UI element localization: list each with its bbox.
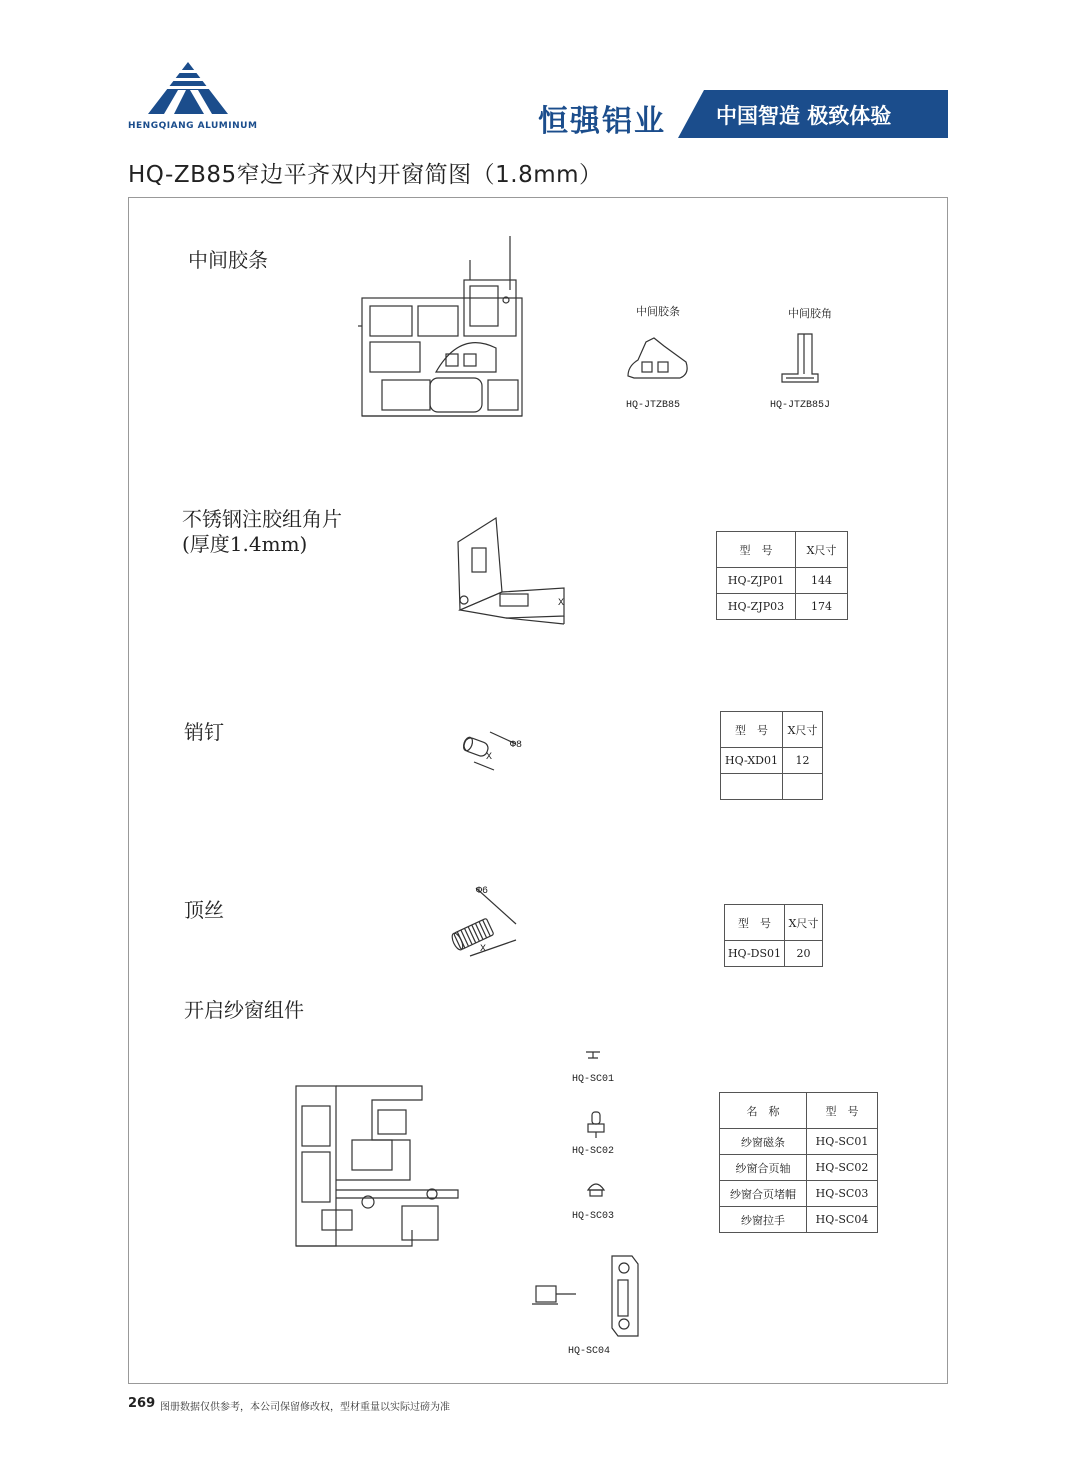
pin-dim-label: X [486, 752, 493, 763]
table-header: 型 号 [725, 905, 785, 941]
screw-spec-table [724, 904, 823, 967]
screen-spec-table [719, 1092, 878, 1233]
slogan: 中国智造 极致体验 [716, 104, 892, 128]
table-cell: 144 [796, 568, 848, 594]
table-cell: 纱窗磁条 [720, 1129, 807, 1155]
gasket-corner-label: 中间胶角 [788, 307, 832, 320]
section-title-corner: 不锈钢注胶组角片 [182, 507, 342, 531]
corner-dim-label: X [558, 598, 565, 609]
table-cell: HQ-SC03 [807, 1181, 878, 1207]
table-cell: HQ-SC04 [807, 1207, 878, 1233]
table-cell: 纱窗合页轴 [720, 1155, 807, 1181]
pin-dia-label: Φ8 [510, 740, 523, 751]
brand-name: 恒强铝业 [538, 104, 666, 139]
gasket-corner-code: HQ-JTZB85J [770, 400, 831, 411]
screen-magnet-strip-drawing [584, 1050, 604, 1060]
screen-code-sc03: HQ-SC03 [572, 1211, 615, 1222]
table-cell: HQ-ZJP03 [717, 594, 796, 620]
page-title: HQ-ZB85窄边平齐双内开窗简图（1.8mm） [128, 162, 603, 188]
section-title-screen: 开启纱窗组件 [184, 998, 304, 1022]
table-header: 名 称 [720, 1093, 807, 1129]
table-cell: HQ-DS01 [725, 941, 785, 967]
section-title-screw: 顶丝 [184, 898, 224, 922]
gasket-strip-code: HQ-JTZB85 [626, 400, 681, 411]
table-header: 型 号 [717, 532, 796, 568]
table-cell: 纱窗合页堵帽 [720, 1181, 807, 1207]
screw-dia-label: Φ6 [476, 886, 489, 897]
page-number: 269 [128, 1396, 156, 1411]
logo-mark-icon [128, 60, 248, 120]
corner-cleat-drawing [440, 512, 580, 632]
section-title-pin: 销钉 [184, 720, 224, 744]
screen-code-sc01: HQ-SC01 [572, 1074, 615, 1085]
pin-drawing [460, 726, 530, 776]
screen-handle-front-drawing [604, 1252, 644, 1344]
table-header: 型 号 [807, 1093, 878, 1129]
table-header: X尺寸 [783, 712, 823, 748]
table-cell: 20 [785, 941, 823, 967]
screen-hinge-shaft-drawing [584, 1110, 608, 1140]
screen-code-sc04: HQ-SC04 [568, 1346, 611, 1357]
gasket-strip-label: 中间胶条 [636, 305, 680, 318]
table-cell [783, 774, 823, 800]
table-header: 型 号 [721, 712, 783, 748]
table-cell: HQ-SC01 [807, 1129, 878, 1155]
screen-handle-side-drawing [532, 1284, 578, 1308]
corner-spec-table [716, 531, 848, 620]
table-cell: 12 [783, 748, 823, 774]
window-section-drawing [356, 230, 536, 420]
screen-hinge-cap-drawing [584, 1178, 608, 1202]
table-cell: HQ-XD01 [721, 748, 783, 774]
table-cell: HQ-SC02 [807, 1155, 878, 1181]
screw-dim-label: X [480, 944, 487, 955]
section-subtitle-corner: (厚度1.4mm) [182, 532, 308, 556]
company-logo [128, 60, 258, 132]
pin-spec-table [720, 711, 823, 800]
table-cell: 174 [796, 594, 848, 620]
gasket-strip-drawing [624, 336, 694, 386]
table-cell: HQ-ZJP01 [717, 568, 796, 594]
screen-code-sc02: HQ-SC02 [572, 1146, 615, 1157]
table-header: X尺寸 [785, 905, 823, 941]
logo-text: HENGQIANG ALUMINUM [128, 121, 258, 131]
screen-window-section-drawing [292, 1080, 462, 1250]
gasket-corner-drawing [778, 330, 828, 385]
section-title-gasket: 中间胶条 [188, 248, 268, 272]
footer-note: 图册数据仅供参考，本公司保留修改权，型材重量以实际过磅为准 [160, 1402, 450, 1413]
table-header: X尺寸 [796, 532, 848, 568]
table-cell [721, 774, 783, 800]
table-cell: 纱窗拉手 [720, 1207, 807, 1233]
